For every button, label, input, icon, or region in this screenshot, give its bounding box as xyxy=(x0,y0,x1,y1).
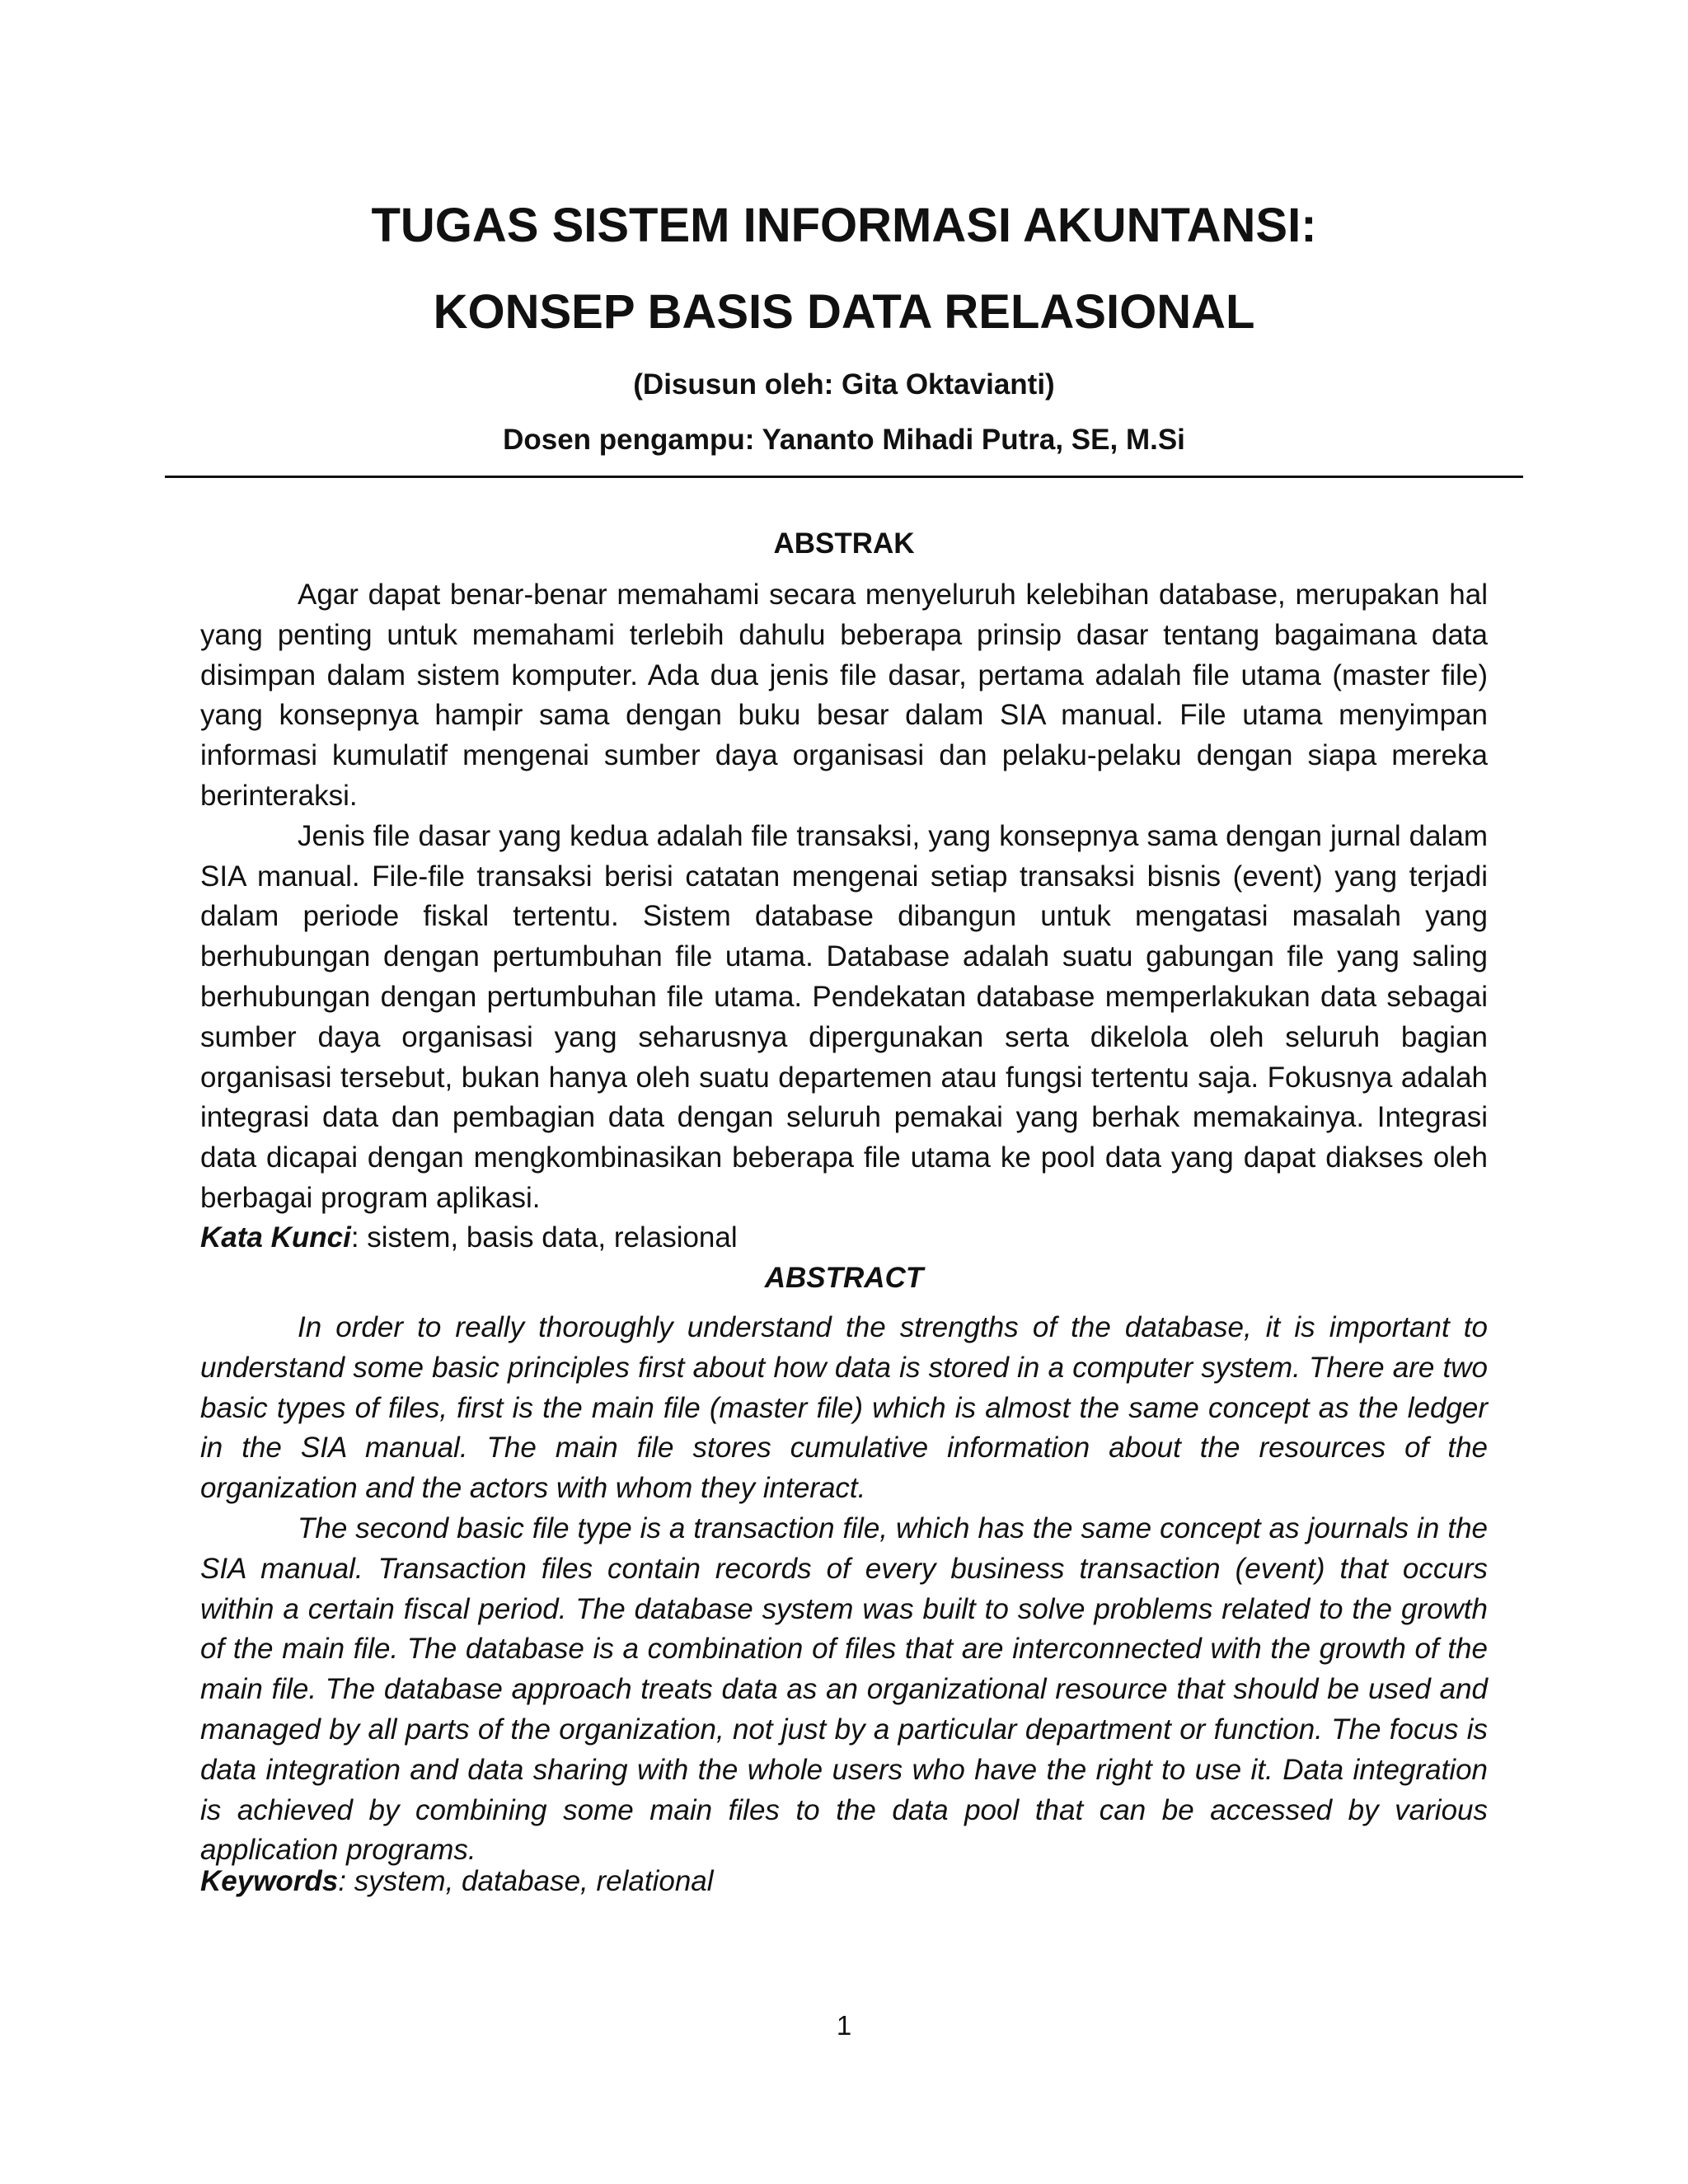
abstrak-paragraph-1: Agar dapat benar-benar memahami secara menyeluruh kelebihan database, merupakan hal yang penting untuk memahami terlebih dahulu beberapa prinsip dasar tentang bagaimana data disimpan dalam sistem komputer. Ada dua jenis file dasar, pertama adalah file utama (master file) yang konsepnya hampir sama dengan buku besar dalam SIA manual. File utama menyimpan informasi kumulatif mengenai sumber daya organisasi dan pelaku-pelaku dengan siapa mereka berinteraksi. xyxy=(200,579,1488,812)
abstract-paragraph-2: The second basic file type is a transaction file, which has the same concept as journals in the SIA manual. Transaction files contain records of every business transaction (event) that occurs within a certain fiscal period. The database system was built to solve problems related to the growth of the main file. The database is a combination of files that are interconnected with the growth of the main file. The database approach treats data as an organizational resource that should be used and managed by all parts of the organization, not just by a particular department or function. The focus is data integration and data sharing with the whole users who have the right to use it. Data integration is achieved by combining some main files to the data pool that can be accessed by various application programs. xyxy=(200,1511,1488,1867)
keywords-label: Keywords xyxy=(200,1865,339,1897)
abstract-paragraph-1: In order to really thoroughly understand the strengths of the database, it is important to understand some basic principles first about how data is stored in a computer system. There are two basic types of files, first is the main file (master file) which is almost the same concept as the ledger in the SIA manual. The main file stores cumulative information about the resources of the organization and the actors with whom they interact. xyxy=(200,1311,1488,1505)
keywords-text: : system, database, relational xyxy=(338,1865,714,1897)
document-title-line-2: KONSEP BASIS DATA RELASIONAL xyxy=(433,285,1255,339)
abstrak-heading: ABSTRAK xyxy=(773,527,915,560)
keywords-line xyxy=(200,1862,714,1902)
lecturer-line: Dosen pengampu: Yananto Mihadi Putra, SE, M.Si xyxy=(503,424,1185,456)
abstrak-body xyxy=(200,575,1488,1219)
abstract-body xyxy=(200,1308,1488,1871)
document-title-line-1: TUGAS SISTEM INFORMASI AKUNTANSI: xyxy=(371,199,1317,252)
kata-kunci-line xyxy=(200,1218,738,1258)
page-number: 1 xyxy=(836,2010,852,2041)
author-line: (Disusun oleh: Gita Oktavianti) xyxy=(633,368,1055,401)
header-divider xyxy=(165,476,1523,478)
abstract-heading: ABSTRACT xyxy=(764,1262,924,1294)
kata-kunci-text: : sistem, basis data, relasional xyxy=(350,1221,738,1254)
abstrak-paragraph-2: Jenis file dasar yang kedua adalah file transaksi, yang konsepnya sama dengan jurnal dalam SIA manual. File-file transaksi berisi catatan mengenai setiap transaksi bisnis (event) yang terjadi dalam periode fiskal tertentu. Sistem database dibangun untuk mengatasi masalah yang berhubungan dengan pertumbuhan file utama. Database adalah suatu gabungan file yang saling berhubungan dengan pertumbuhan file utama. Pendekatan database memperlakukan data sebagai sumber daya organisasi yang seharusnya dipergunakan serta dikelola oleh seluruh bagian organisasi tersebut, bukan hanya oleh suatu departemen atau fungsi tertentu saja. Fokusnya adalah integrasi data dan pembagian data dengan seluruh pemakai yang berhak memakainya. Integrasi data dicapai dengan mengkombinasikan beberapa file utama ke pool data yang dapat diakses oleh berbagai program aplikasi. xyxy=(200,819,1488,1214)
kata-kunci-label: Kata Kunci xyxy=(200,1221,351,1254)
